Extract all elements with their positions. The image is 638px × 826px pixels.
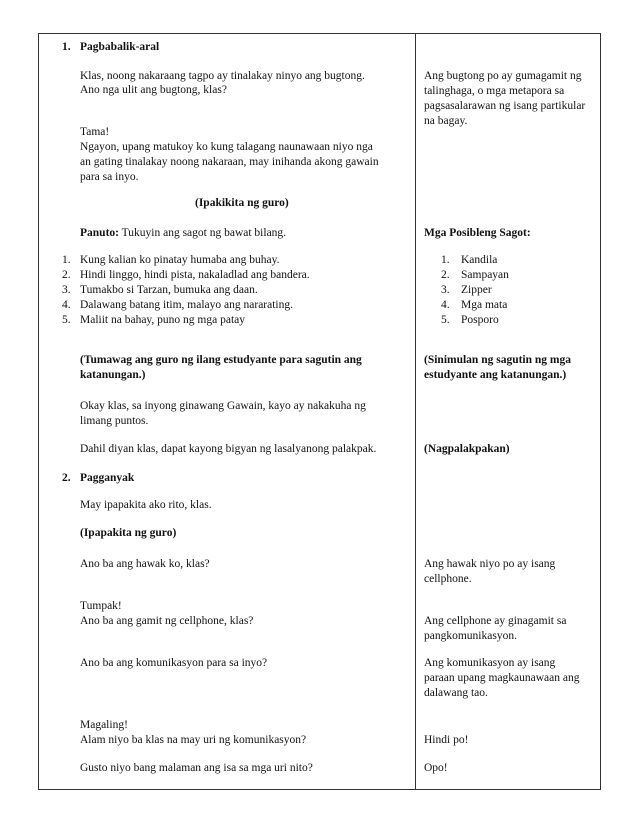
riddle-item: Hindi linggo, hindi pista, nakaladlad ang bandera. [80,269,310,281]
teacher-line: Gusto niyo bang malaman ang isa sa mga uri nito? [80,762,313,774]
answer-number: 3. [441,284,450,296]
instruction-label: Panuto: [80,227,119,239]
answer-item: Mga mata [461,299,508,311]
riddle-item: Kung kalian ko pinatay humaba ang buhay. [80,254,280,266]
riddle-number: 3. [62,284,71,296]
teacher-line: para sa inyo. [80,171,139,183]
answer-number: 2. [441,269,450,281]
stage-direction: (Ipakikita ng guro) [195,197,289,209]
teacher-line: Tama! [80,126,110,138]
teacher-line: Ano ba ang hawak ko, klas? [80,558,210,570]
answer-item: Kandila [461,254,498,266]
section-number: 1. [62,41,71,53]
teacher-line: an gating tinalakay noong nakaraan, may inihanda akong gawain [80,156,379,168]
teacher-line: Magaling! [80,719,128,731]
riddle-number: 4. [62,299,71,311]
riddle-number: 1. [62,254,71,266]
riddle-item: Tumakbo si Tarzan, bumuka ang daan. [80,284,258,296]
instruction-line [80,226,286,241]
stage-direction: estudyante ang katanungan.) [424,369,567,381]
answer-number: 5. [441,314,450,326]
student-answer: pagsasalarawan ng isang partikular [424,100,586,112]
teacher-line: limang puntos. [80,415,149,427]
student-answer: Ang komunikasyon ay isang [424,657,556,669]
riddle-number: 2. [62,269,71,281]
student-answer: paraan upang magkaunawaan ang [424,672,580,684]
answer-number: 4. [441,299,450,311]
teacher-line: Alam niyo ba klas na may uri ng komunikasyon? [80,734,307,746]
instruction-text: Tukuyin ang sagot ng bawat bilang. [118,227,287,239]
answer-item: Sampayan [461,269,509,281]
answers-title: Mga Posibleng Sagot: [424,227,531,239]
student-answer: Hindi po! [424,734,469,746]
teacher-line: Dahil diyan klas, dapat kayong bigyan ng lasalyanong palakpak. [80,443,377,455]
section-title: Pagganyak [80,472,135,484]
stage-direction: (Tumawag ang guro ng ilang estudyante para sagutin ang [80,354,362,366]
student-answer: Ang cellphone ay ginagamit sa [424,615,567,627]
riddle-item: Dalawang batang itim, malayo ang nararating. [80,299,293,311]
answer-item: Posporo [461,314,499,326]
section-title: Pagbabalik-aral [80,41,160,53]
stage-direction: (Ipapakita ng guro) [80,527,177,539]
teacher-line: Okay klas, sa inyong ginawang Gawain, kayo ay nakakuha ng [80,400,366,412]
teacher-line: Ano ba ang gamit ng cellphone, klas? [80,615,254,627]
student-answer: na bagay. [424,115,468,127]
riddle-item: Maliit na bahay, puno ng mga patay [80,314,246,326]
student-answer: talinghaga, o mga metapora sa [424,85,565,97]
teacher-line: Klas, noong nakaraang tagpo ay tinalakay ninyo ang bugtong. [80,70,365,82]
teacher-line: Tumpak! [80,600,122,612]
answer-item: Zipper [461,284,492,296]
student-answer: Ang hawak niyo po ay isang [424,558,556,570]
student-answer: cellphone. [424,573,472,585]
answer-number: 1. [441,254,450,266]
stage-direction: (Sinimulan ng sagutin ng mga [424,354,571,366]
student-answer: pangkomunikasyon. [424,630,517,642]
section-number: 2. [62,472,71,484]
teacher-line: May ipapakita ako rito, klas. [80,499,212,511]
student-answer: Opo! [424,762,448,774]
teacher-line: Ano nga ulit ang bugtong, klas? [80,84,227,96]
student-answer: dalawang tao. [424,687,488,699]
teacher-line: Ngayon, upang matukoy ko kung talagang naunawaan niyo nga [80,141,373,153]
riddle-number: 5. [62,314,71,326]
column-divider [415,33,416,790]
stage-direction: (Nagpalakpakan) [424,443,510,455]
teacher-line: Ano ba ang komunikasyon para sa inyo? [80,657,268,669]
student-answer: Ang bugtong po ay gumagamit ng [424,70,582,82]
stage-direction: katanungan.) [80,369,146,381]
